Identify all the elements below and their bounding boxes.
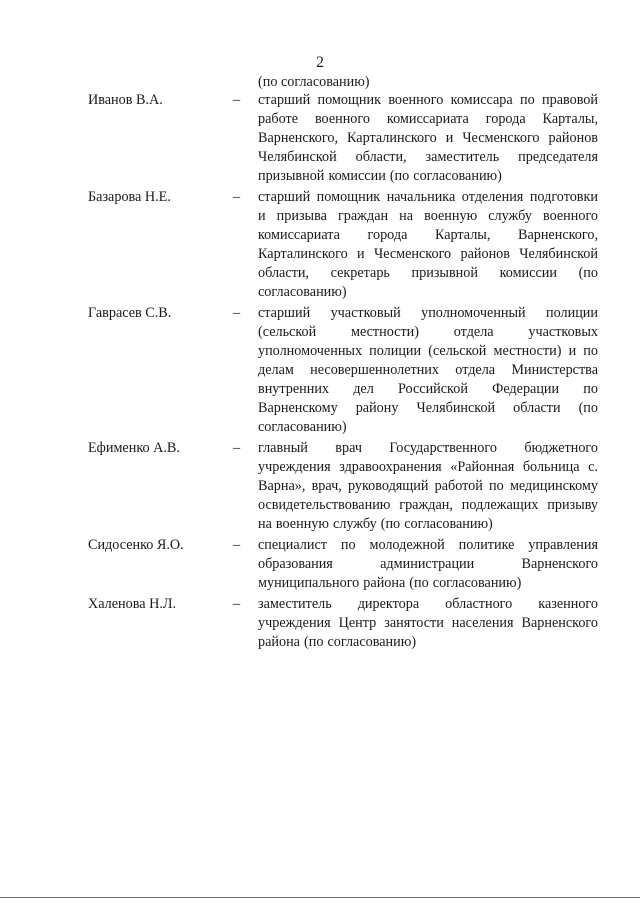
member-dash: – [233, 92, 241, 108]
member-description: старший участковый уполномоченный полиции (сельской местности) отдела участковых уполномоченных полиции (сельской местности) и по делам несовершеннолетних отдела Министерства внутренних дел Российской Федерации по Варненскому району Челябинской области (по согласованию) [258, 305, 598, 435]
member-description: специалист по молодежной политике управления образования администрации Варненского муниципального района (по согласованию) [258, 537, 598, 591]
member-name: Ефименко А.В. [88, 440, 180, 456]
member-name: Халенова Н.Л. [88, 596, 177, 612]
member-entry [0, 595, 640, 652]
member-name: Иванов В.А. [88, 92, 163, 108]
member-entry [0, 439, 640, 534]
member-entry [0, 91, 640, 186]
page-bottom-rule [0, 897, 640, 898]
member-dash: – [233, 596, 241, 612]
member-dash: – [233, 305, 241, 321]
member-name: Сидосенко Я.О. [88, 537, 184, 553]
member-description: заместитель директора областного казенного учреждения Центр занятости населения Варненского района (по согласованию) [258, 596, 598, 650]
page-number: 2 [316, 54, 324, 71]
member-description: старший помощник военного комиссара по правовой работе военного комиссариата города Карталы, Варненского, Карталинского и Чесменского районов Челябинской области, заместитель председателя призывной комиссии (по согласованию) [258, 92, 598, 184]
member-entry [0, 304, 640, 437]
member-dash: – [233, 440, 241, 456]
member-name: Базарова Н.Е. [88, 189, 171, 205]
continuation-text: (по согласованию) [258, 74, 370, 90]
member-description: главный врач Государственного бюджетного учреждения здравоохранения «Районная больница с. Варна», врач, руководящий работой по медицинскому освидетельствованию граждан, подлежащих призыву на военную службу (по согласованию) [258, 440, 598, 532]
member-name: Гаврасев С.В. [88, 305, 172, 321]
member-entry [0, 536, 640, 593]
member-dash: – [233, 537, 241, 553]
member-dash: – [233, 189, 241, 205]
commission-members-list [0, 91, 640, 652]
member-entry [0, 188, 640, 302]
member-description: старший помощник начальника отделения подготовки и призыва граждан на военную службу военного комиссариата города Карталы, Варненского, Карталинского и Чесменского районов Челябинской области, секретарь призывной комиссии (по согласованию) [258, 189, 598, 300]
